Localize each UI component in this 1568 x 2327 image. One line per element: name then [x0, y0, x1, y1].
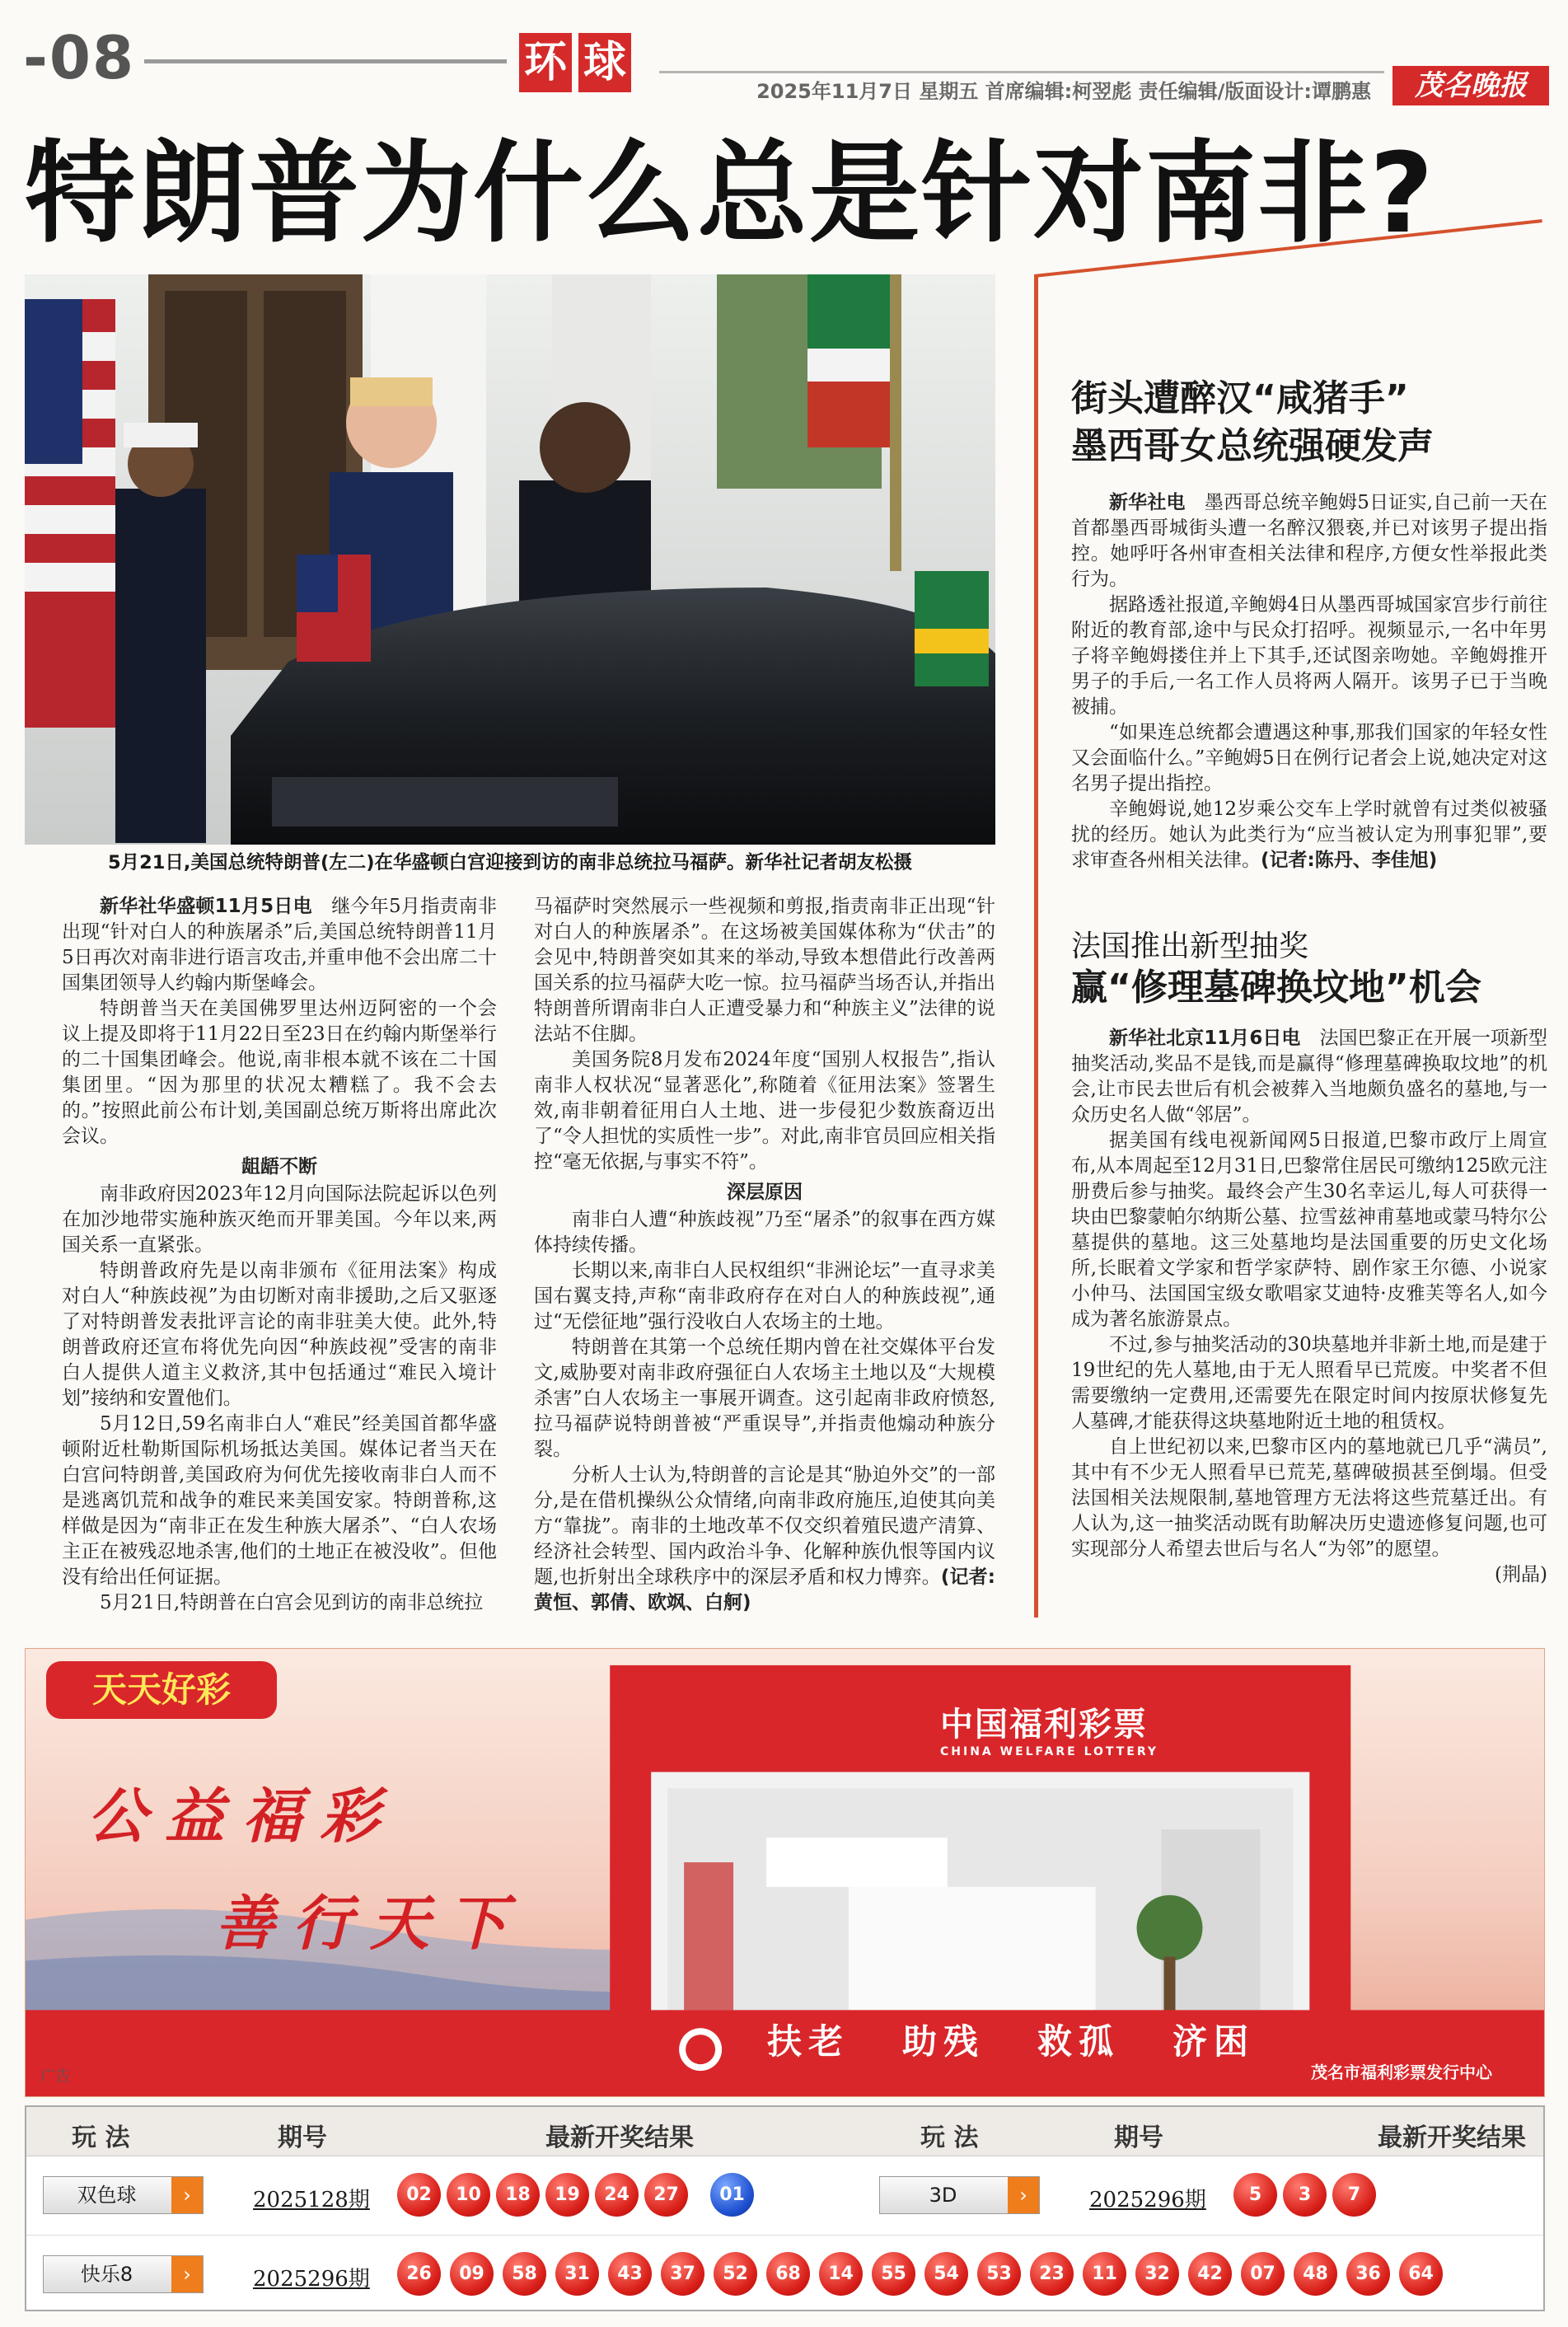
chevron-right-icon: ›	[1008, 2177, 1039, 2213]
paragraph: 特朗普在其第一个总统任期内曾在社交媒体平台发文,威胁要对南非政府强征白人农场主土地以及“大规模杀害”白人农场主一事展开调查。这引起南非政府愤怒,拉马福萨说特朗普被“严重误导”,并指责他煽动种族分裂。	[534, 1337, 995, 1460]
paragraph: 据路透社报道,辛鲍姆4日从墨西哥城国家宫步行前往附近的教育部,途中与民众打招呼。视频显示,一名中年男子将辛鲍姆搂住并上下其手,还试图亲吻她。辛鲍姆推开男子的手后,一名工作人员将两人隔开。该男子已于当晚被捕。	[1071, 594, 1547, 718]
side-headline-2: 赢“修理墓碑换坟地”机会	[1071, 967, 1481, 1009]
issue-number: 2025296期	[253, 2267, 370, 2292]
service-item: 助残	[902, 2021, 985, 2062]
red-ball: 31	[555, 2252, 599, 2296]
red-ball: 14	[819, 2252, 863, 2296]
paragraph	[62, 894, 497, 996]
brand-english: CHINA WELFARE LOTTERY	[940, 1745, 1159, 1758]
red-ball: 18	[496, 2173, 540, 2217]
side-story-1-body	[1071, 490, 1547, 886]
brand-chinese: 中国福利彩票	[940, 1706, 1148, 1744]
col-header-issue: 期号	[1114, 2123, 1163, 2152]
masthead	[0, 0, 1568, 124]
game-button-kuaile8[interactable]	[43, 2255, 204, 2293]
paragraph: 5月21日,特朗普在白宫会见到访的南非总统拉	[100, 1592, 484, 1613]
section-tag	[519, 33, 631, 92]
paragraph: 不过,参与抽奖活动的30块墓地并非新土地,而是建于19世纪的先人墓地,由于无人照看早已荒废。中奖者不但需要缴纳一定费用,还需要先在限定时间内按原状修复先人墓碑,才能获得这块墓地附近土地的租赁权。	[1071, 1334, 1547, 1432]
subhead: 龃龉不断	[241, 1156, 317, 1178]
draw-numbers	[1233, 2173, 1376, 2217]
paragraph: 马福萨时突然展示一些视频和剪报,指责南非正出现“针对白人的种族屠杀”。在这场被美国媒体称为“伏击”的会见中,特朗普突如其来的举动,导致本想借此行改善两国关系的拉马福萨大吃一惊。拉马福萨当场否认,并指出特朗普所谓南非白人正遭受暴力和“种族主义”法律的说法站不住脚。	[534, 896, 995, 1045]
red-ball: 54	[924, 2252, 968, 2296]
byline: (荆晶)	[1495, 1564, 1547, 1585]
red-ball: 3	[1283, 2173, 1327, 2217]
section-char-1: 环	[519, 33, 572, 92]
paragraph-text: 辛鲍姆说,她12岁乘公交车上学时就曾有过类似被骚扰的经历。她认为此类行为“应当被认定为刑事犯罪”,要求审查各州相关法律。	[1071, 798, 1547, 871]
masthead-rule	[144, 59, 507, 63]
paper-logo: 茂名晚报	[1392, 66, 1549, 105]
paragraph: 特朗普当天在美国佛罗里达州迈阿密的一个会议上提及即将于11月22日至23日在约翰内斯堡举行的二十国集团峰会。他说,南非根本就不该在二十国集团里。“因为那里的状况太糟糕了。我不会去的。”按照此前公布计划,美国副总统万斯将出席此次会议。	[62, 998, 497, 1147]
red-ball: 48	[1294, 2252, 1337, 2296]
red-ball: 11	[1083, 2252, 1126, 2296]
red-ball: 26	[397, 2252, 441, 2296]
side-headline-1-line1: 街头遭醉汉“咸猪手”	[1071, 377, 1409, 419]
paragraph: 5月12日,59名南非白人“难民”经美国首都华盛顿附近杜勒斯国际机场抵达美国。媒体记者当天在白宫问特朗普,美国政府为何优先接收南非白人而不是逃离饥荒和战争的难民来美国安家。特朗普称,这样做是因为“南非正在发生种族大屠杀”、“白人农场主正在被残忍地杀害,他们的土地正在被没收”。但他没有给出任何证据。	[62, 1413, 497, 1588]
paragraph: 南非政府因2023年12月向国际法院起诉以色列在加沙地带实施种族灭绝而开罪美国。今年以来,两国关系一直紧张。	[62, 1183, 497, 1256]
dateline: 新华社华盛顿11月5日电	[100, 896, 312, 917]
date-editor-line: 2025年11月7日 星期五 首席编辑:柯翌彪 责任编辑/版面设计:谭鹏惠	[659, 71, 1384, 99]
service-item: 济困	[1172, 2021, 1256, 2062]
red-ball: 64	[1399, 2252, 1443, 2296]
draw-numbers	[397, 2252, 1443, 2296]
paragraph-text: 法国巴黎正在开展一项新型抽奖活动,奖品不是钱,而是赢得“修理墓碑换取坟地”的机会,让市民去世后有机会被葬入当地颇负盛名的墓地,与一众历史名人做“邻居”。	[1071, 1028, 1547, 1126]
lottery-brand	[940, 1698, 1158, 1758]
red-ball: 32	[1135, 2252, 1179, 2296]
dateline: 新华社电	[1109, 492, 1186, 513]
game-button-3d[interactable]	[879, 2176, 1040, 2214]
red-ball: 07	[1241, 2252, 1285, 2296]
side-headline-1	[1071, 375, 1541, 471]
paragraph: 特朗普政府先是以南非颁布《征用法案》构成对白人“种族歧视”为由切断对南非援助,之后又驱逐了对特朗普发表批评言论的南非驻美大使。此外,特朗普政府还宣布将优先向因“种族歧视”受害的南非白人提供人道主义救济,其中包括通过“难民入境计划”接纳和安置他们。	[62, 1260, 497, 1409]
paragraph: 美国务院8月发布2024年度“国别人权报告”,指认南非人权状况“显著恶化”,称随着《征用法案》签署生效,南非朝着征用白人土地、进一步侵犯少数族裔迈出了“令人担忧的实质性一步”。对此,南非官员回应相关指控“毫无依据,与事实不符”。	[534, 1049, 995, 1173]
paragraph	[1071, 490, 1547, 592]
byline: (记者:黄恒、郭倩、欧飒、白舸)	[534, 1566, 995, 1613]
red-ball: 43	[608, 2252, 652, 2296]
paragraph	[534, 1463, 995, 1616]
red-ball: 42	[1188, 2252, 1232, 2296]
paragraph-text: 墨西哥总统辛鲍姆5日证实,自己前一天在首都墨西哥城街头遭一名醉汉猥亵,并已对该男子提出指控。她呼吁各州审查相关法律和程序,方便女性举报此类行为。	[1071, 492, 1547, 590]
col-header-issue: 期号	[278, 2123, 327, 2152]
col-header-result: 最新开奖结果	[1378, 2123, 1526, 2152]
red-ball: 68	[766, 2252, 810, 2296]
red-ball: 55	[872, 2252, 915, 2296]
byline: (记者:陈丹、李佳旭)	[1261, 850, 1438, 871]
paragraph: 据美国有线电视新闻网5日报道,巴黎市政厅上周宣布,从本周起至12月31日,巴黎常住居民可缴纳125欧元注册费后参与抽奖。最终会产生30名幸运儿,每人可获得一块由巴黎蒙帕尔纳斯公墓、拉雪兹神甫墓地或蒙马特尔公墓提供的墓地。这三处墓地均是法国重要的历史文化场所,长眠着文学家和哲学家萨特、剧作家王尔德、小说家小仲马、法国国宝级女歌唱家艾迪特·皮雅芙等名人,如今成为著名旅游景点。	[1071, 1130, 1547, 1330]
photo-illustration	[25, 274, 995, 845]
red-ball: 5	[1233, 2173, 1277, 2217]
table-row	[26, 2235, 1543, 2313]
red-ball: 36	[1346, 2252, 1390, 2296]
col-header-result: 最新开奖结果	[545, 2123, 694, 2152]
advert-badge: 天天好彩	[46, 1661, 277, 1719]
advert-label: 广告	[40, 2068, 70, 2086]
side-frame-rule	[1034, 274, 1038, 1618]
issue-number: 2025296期	[1089, 2188, 1206, 2212]
issue-number: 2025128期	[253, 2188, 370, 2212]
service-item: 救孤	[1037, 2021, 1121, 2062]
news-photo	[25, 274, 995, 845]
red-ball: 58	[503, 2252, 546, 2296]
paragraph: 南非白人遭“种族歧视”乃至“屠杀”的叙事在西方媒体持续传播。	[534, 1209, 995, 1256]
paragraph-text: 继今年5月指责南非出现“针对白人的种族屠杀”后,美国总统特朗普11月5日再次对南非进行语言攻击,并重申他不会出席二十国集团领导人约翰内斯堡峰会。	[62, 896, 497, 994]
red-ball: 10	[447, 2173, 490, 2217]
side-story-2-body	[1071, 1026, 1547, 1627]
game-name: 3D	[929, 2184, 957, 2207]
paragraph	[1071, 1026, 1547, 1128]
game-button-shuangseqiu[interactable]	[43, 2176, 204, 2214]
col-header-game: 玩 法	[72, 2123, 130, 2152]
red-ball: 52	[714, 2252, 757, 2296]
advert-slogan-1: 公益福彩	[87, 1781, 398, 1851]
col-header-game: 玩 法	[920, 2123, 979, 2152]
lottery-results-table	[25, 2105, 1545, 2311]
red-ball: 7	[1332, 2173, 1376, 2217]
chevron-right-icon: ›	[171, 2177, 203, 2213]
paragraph: 自上世纪初以来,巴黎市区内的墓地就已几乎“满员”,其中有不少无人照看早已荒芜,墓碑破损甚至倒塌。但受法国相关法规限制,墓地管理方无法将这些荒墓迁出。有人认为,这一抽奖活动既有助解决历史遗迹修复问题,也可实现部分人希望去世后与名人“为邻”的愿望。	[1071, 1436, 1547, 1560]
chevron-right-icon: ›	[171, 2256, 203, 2292]
paragraph: “如果连总统都会遭遇这种事,那我们国家的年轻女性又会面临什么。”辛鲍姆5日在例行记者会上说,她决定对这名男子提出指控。	[1071, 722, 1547, 794]
table-header	[26, 2107, 1543, 2156]
side-headline-1-line2: 墨西哥女总统强硬发声	[1071, 425, 1434, 467]
red-ball: 24	[595, 2173, 639, 2217]
photo-caption: 5月21日,美国总统特朗普(左二)在华盛顿白宫迎接到访的南非总统拉马福萨。新华社记者胡友松摄	[107, 852, 913, 873]
page-number: -08	[23, 23, 136, 92]
red-ball: 37	[661, 2252, 704, 2296]
main-story-column-1	[62, 894, 497, 1627]
dateline: 新华社北京11月6日电	[1109, 1028, 1301, 1049]
side-headline-2-kicker: 法国推出新型抽奖	[1071, 929, 1309, 963]
blue-ball: 01	[710, 2173, 754, 2217]
red-ball: 19	[545, 2173, 589, 2217]
game-name: 快乐8	[80, 2263, 133, 2286]
red-ball: 27	[644, 2173, 688, 2217]
red-ball: 02	[397, 2173, 441, 2217]
paragraph: 长期以来,南非白人民权组织“非洲论坛”一直寻求美国右翼支持,声称“南非政府存在对白人的种族歧视”,通过“无偿征地”强行没收白人农场主的土地。	[534, 1260, 995, 1332]
service-item: 扶老	[767, 2021, 850, 2062]
game-name: 双色球	[77, 2184, 137, 2207]
table-row	[26, 2156, 1543, 2235]
advert-issuer: 茂名市福利彩票发行中心	[1311, 2062, 1492, 2082]
advert-services	[767, 2015, 1255, 2064]
red-ball: 53	[977, 2252, 1021, 2296]
advert-slogan-2: 善行天下	[215, 1888, 526, 1958]
paragraph	[1071, 797, 1547, 873]
lottery-advert	[25, 1648, 1545, 2097]
red-ball: 09	[450, 2252, 494, 2296]
subhead: 深层原因	[727, 1182, 803, 1203]
draw-numbers	[397, 2173, 754, 2217]
main-headline: 特朗普为什么总是针对南非?	[25, 129, 1435, 258]
main-story-column-2	[534, 894, 995, 1627]
paragraph-text: 分析人士认为,特朗普的言论是其“胁迫外交”的一部分,是在借机操纵公众情绪,向南非政府施压,迫使其向美方“靠拢”。南非的土地改革不仅交织着殖民遗产清算、经济社会转型、国内政治斗争、化解种族仇恨等国内议题,也折射出全球秩序中的深层矛盾和权力博弈。	[534, 1464, 995, 1588]
red-ball: 23	[1030, 2252, 1074, 2296]
section-char-2: 球	[578, 33, 631, 92]
